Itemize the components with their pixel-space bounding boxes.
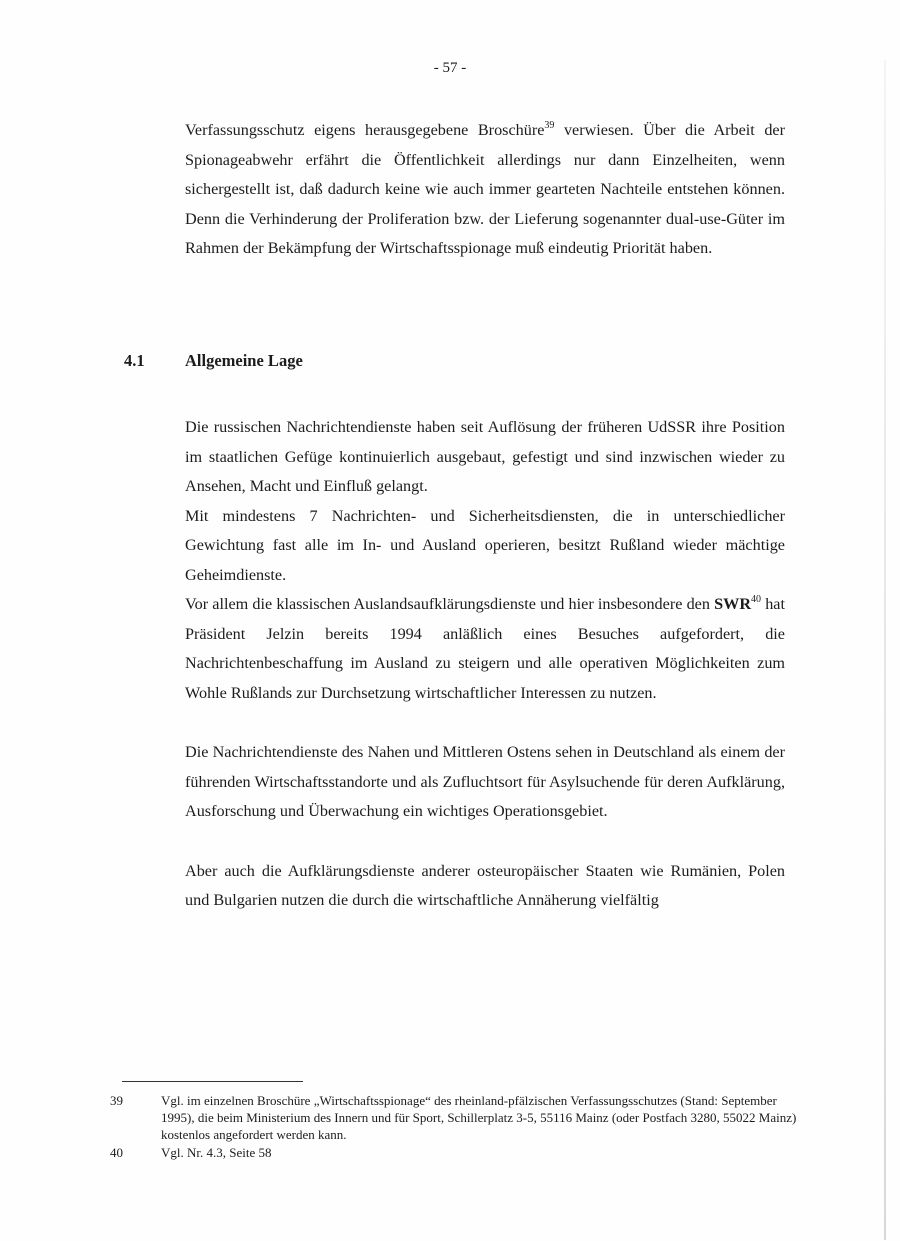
footnote-text: Vgl. im einzelnen Broschüre „Wirtschaftsspionage“ des rheinland-pfälzischen Verfassungsschutzes (Stand: September 1995), die beim Ministerium des Innern und für Sport, Schillerplatz 3-5, 55116 Mainz (oder Postfach 3280, 55022 Mainz) kostenlos angefordert werden kann. [161,1093,797,1142]
paragraph-foreign-intelligence [185,590,785,708]
page-number: - 57 - [433,60,467,76]
footnote-ref-39[interactable]: 39 [544,119,555,131]
footnote-ref-40[interactable]: 40 [751,593,762,605]
paragraph-russian-services: Die russischen Nachrichtendienste haben seit Auflösung der früheren UdSSR ihre Position im staatlichen Gefüge kontinuierlich ausgebaut, gefestigt und sind inzwischen wieder zu Ansehen, Macht und Einfluß gelangt. [185,418,785,495]
paragraph-middle-east: Die Nachrichtendienste des Nahen und Mittleren Ostens sehen in Deutschland als einem der führenden Wirtschaftsstandorte und als Zufluchtsort für Asylsuchende für deren Aufklärung, Ausforschung und Überwachung ein wichtiges Operationsgebiet. [185,743,785,820]
p3-text-rest: hat Präsident Jelzin bereits 1994 anläßlich eines Besuches aufgefordert, die Nachrichtenbeschaffung im Ausland zu steigern und alle operativen Möglichkeiten zum Wohle Rußlands zur Durchsetzung wirtschaftlicher Interessen zu nutzen. [185,595,785,702]
footnote-text: Vgl. Nr. 4.3, Seite 58 [161,1145,272,1160]
intro-text [185,116,785,264]
footnote-number: 40 [110,1145,123,1160]
section-number: 4.1 [124,351,145,370]
main-body [185,413,785,916]
paragraph-security-services: Mit mindestens 7 Nachrichten- und Sicherheitsdiensten, die in unterschiedlicher Gewichtung fast alle im In- und Ausland operieren, besitzt Rußland wieder mächtige Geheimdienste. [185,506,785,584]
footnote-separator [122,1081,303,1082]
section-title: Allgemeine Lage [185,351,303,370]
swr-abbreviation: SWR [714,595,752,613]
paragraph-eastern-europe: Aber auch die Aufklärungsdienste anderer osteuropäischer Staaten wie Rumänien, Polen und Bulgarien nutzen die durch die wirtschaftliche Annäherung vielfältig [185,861,785,909]
p3-text-start: Vor allem die klassischen Auslandsaufklärungsdienste und hier insbesondere den [185,595,715,613]
intro-text-start: Verfassungsschutz eigens herausgegebene Broschüre [185,121,545,139]
intro-text-rest: verwiesen. Über die Arbeit der Spionageabwehr erfährt die Öffentlichkeit allerdings nur dann Einzelheiten, wenn sichergestellt ist, daß dadurch keine wie auch immer gearteten Nachteile entstehen können. Denn die Verhinderung der Proliferation bzw. der Lieferung sogenannter dual-use-Güter im Rahmen der Bekämpfung der Wirtschaftsspionage muß eindeutig Priorität haben. [185,121,785,257]
scan-edge-shadow [884,60,886,1240]
footnote-number: 39 [110,1093,123,1108]
intro-paragraph [185,116,785,264]
